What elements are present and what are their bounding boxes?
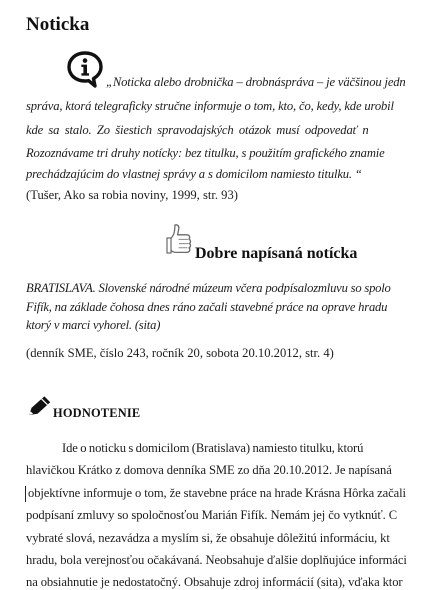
example-line: ktorý v marci vyhorel. (sita) [26, 318, 161, 332]
quote-source: (Tušer, Ako sa robia noviny, 1999, str. 93) [26, 188, 238, 202]
evaluation-line: vybraté slová, nezavádza a myslím si, že obsahuje dôležitú informáciu, kt [26, 531, 390, 545]
quote-line: kde sa stalo. Zo šiestich spravodajských otázok musí odpovedať n [26, 123, 369, 137]
quote-line: „Noticka alebo drobnička – drobnáspráva – je väčšinou jedn [106, 75, 406, 89]
evaluation-line: Ide o noticku s domicilom (Bratislava) namiesto titulku, ktorú [62, 441, 364, 455]
info-speech-bubble-icon [66, 50, 104, 88]
example-source: (denník SME, číslo 243, ročník 20, sobota 20.10.2012, str. 4) [26, 346, 334, 360]
evaluation-heading: HODNOTENIE [53, 406, 141, 420]
evaluation-line: podpísaní zmluvy so spoločnosťou Marián Fifík. Nemám jej čo vytknúť. C [26, 508, 398, 522]
evaluation-line: hradu, bola verejnosťou očakávaná. Neobsahuje ďalšie doplňujúce informáci [26, 553, 407, 567]
text-cursor [25, 486, 26, 502]
evaluation-line: hlavičkou Krátko z domova denníka SME zo dňa 20.10.2012. Je napísaná [26, 463, 392, 477]
pencil-icon [26, 394, 54, 418]
evaluation-line: na obsiahnutie je nedostatočný. Obsahuje zdroj informácií (sita), vďaka ktor [26, 575, 403, 589]
quote-line: Rozoznávame tri druhy notícky: bez titulku, s použitím grafického znamie [26, 146, 385, 160]
quote-line: správa, ktorá telegraficky stručne informuje o tom, kto, čo, kedy, kde urobil [26, 99, 394, 113]
example-line: BRATISLAVA. Slovenské národné múzeum včera podpísalozmluvu so spolo [26, 281, 391, 295]
page-title: Noticka [26, 14, 90, 35]
evaluation-line: objektívne informuje o tom, že stavebne práce na hrade Krásna Hôrka začali [28, 486, 406, 500]
example-line: Fifík, na základe čohosa dnes ráno začali stavebné práce na oprave hradu [26, 300, 388, 314]
thumbs-up-icon [166, 222, 194, 260]
example-heading: Dobre napísaná notícka [195, 245, 358, 262]
quote-line: prechádzajúcim do vlastnej správy a s domicilom namiesto titulku. “ [26, 167, 362, 181]
